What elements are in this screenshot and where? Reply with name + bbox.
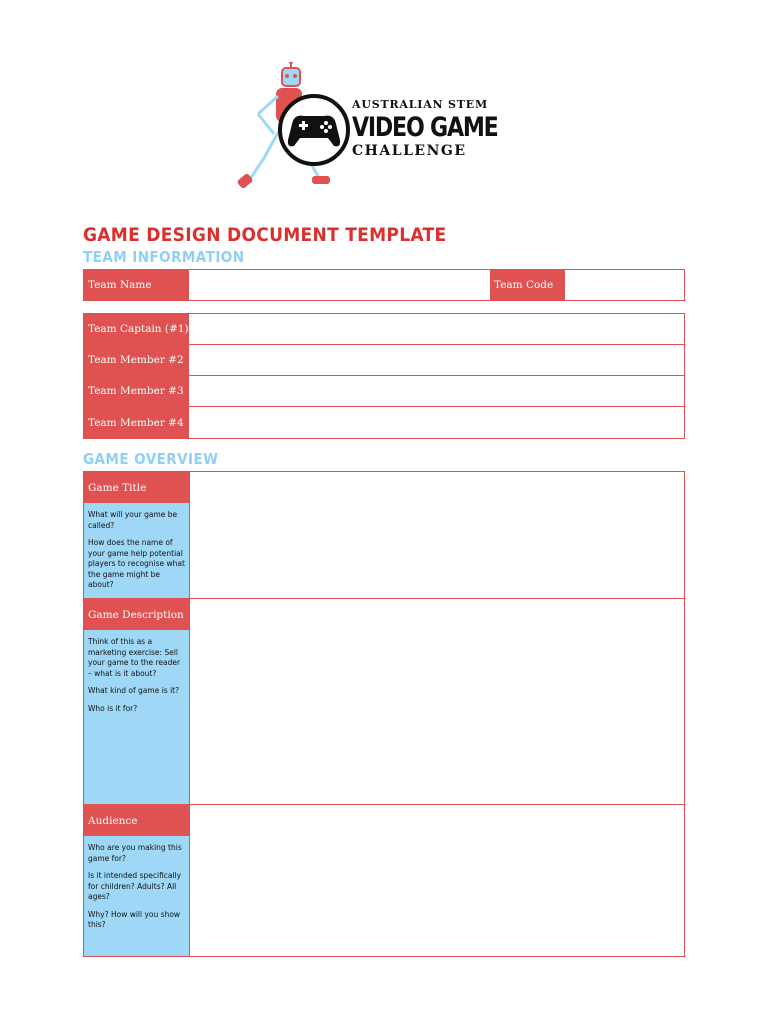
audience-block [83,804,685,957]
team-member-row [84,376,684,407]
audience-help [84,836,189,956]
game-description-label: Game Description [84,599,189,630]
audience-label: Audience [84,805,189,836]
team-name-row [83,269,685,301]
team-member-4-label: Team Member #4 [84,407,189,438]
logo-line-3: CHALLENGE [352,143,467,159]
document-title: GAME DESIGN DOCUMENT TEMPLATE [83,224,447,246]
team-captain-label: Team Captain (#1) [84,314,189,344]
game-description-help [84,630,189,804]
help-text: Is it intended specifically for children? Adults? All ages? [88,871,182,901]
team-member-3-field[interactable] [189,376,684,406]
team-code-label: Team Code [490,270,565,300]
logo-wordmark [352,98,530,159]
team-member-3-label: Team Member #3 [84,376,189,406]
help-text: Who is it for? [88,703,138,713]
game-description-field[interactable] [189,599,684,804]
team-member-2-field[interactable] [189,345,684,375]
team-members-table [83,313,685,439]
audience-field[interactable] [189,805,684,956]
team-member-row [84,407,684,438]
help-text: How does the name of your game help potential players to recognise what the game might be about? [88,538,185,589]
team-member-2-label: Team Member #2 [84,345,189,375]
game-overview-heading: GAME OVERVIEW [83,450,219,468]
game-title-field[interactable] [189,472,684,598]
team-code-field[interactable] [565,270,684,300]
help-text: Who are you making this game for? [88,843,182,863]
team-information-heading: TEAM INFORMATION [83,248,245,266]
team-member-4-field[interactable] [189,407,684,438]
help-text: Why? How will you show this? [88,909,181,929]
team-captain-field[interactable] [189,314,684,344]
team-member-row [84,314,684,345]
logo-line-2: VIDEO GAME [352,112,498,143]
team-name-label: Team Name [84,270,189,300]
team-name-field[interactable] [189,270,488,300]
game-title-label: Game Title [84,472,189,503]
help-text: What will your game be called? [88,510,178,530]
team-member-row [84,345,684,376]
logo-line-1: AUSTRALIAN STEM [352,98,488,111]
game-title-block [83,471,685,599]
help-text: Think of this as a marketing exercise: Sell your game to the reader – what is it about? [88,637,181,678]
game-title-help [84,503,189,598]
game-description-block [83,598,685,805]
help-text: What kind of game is it? [88,686,180,695]
